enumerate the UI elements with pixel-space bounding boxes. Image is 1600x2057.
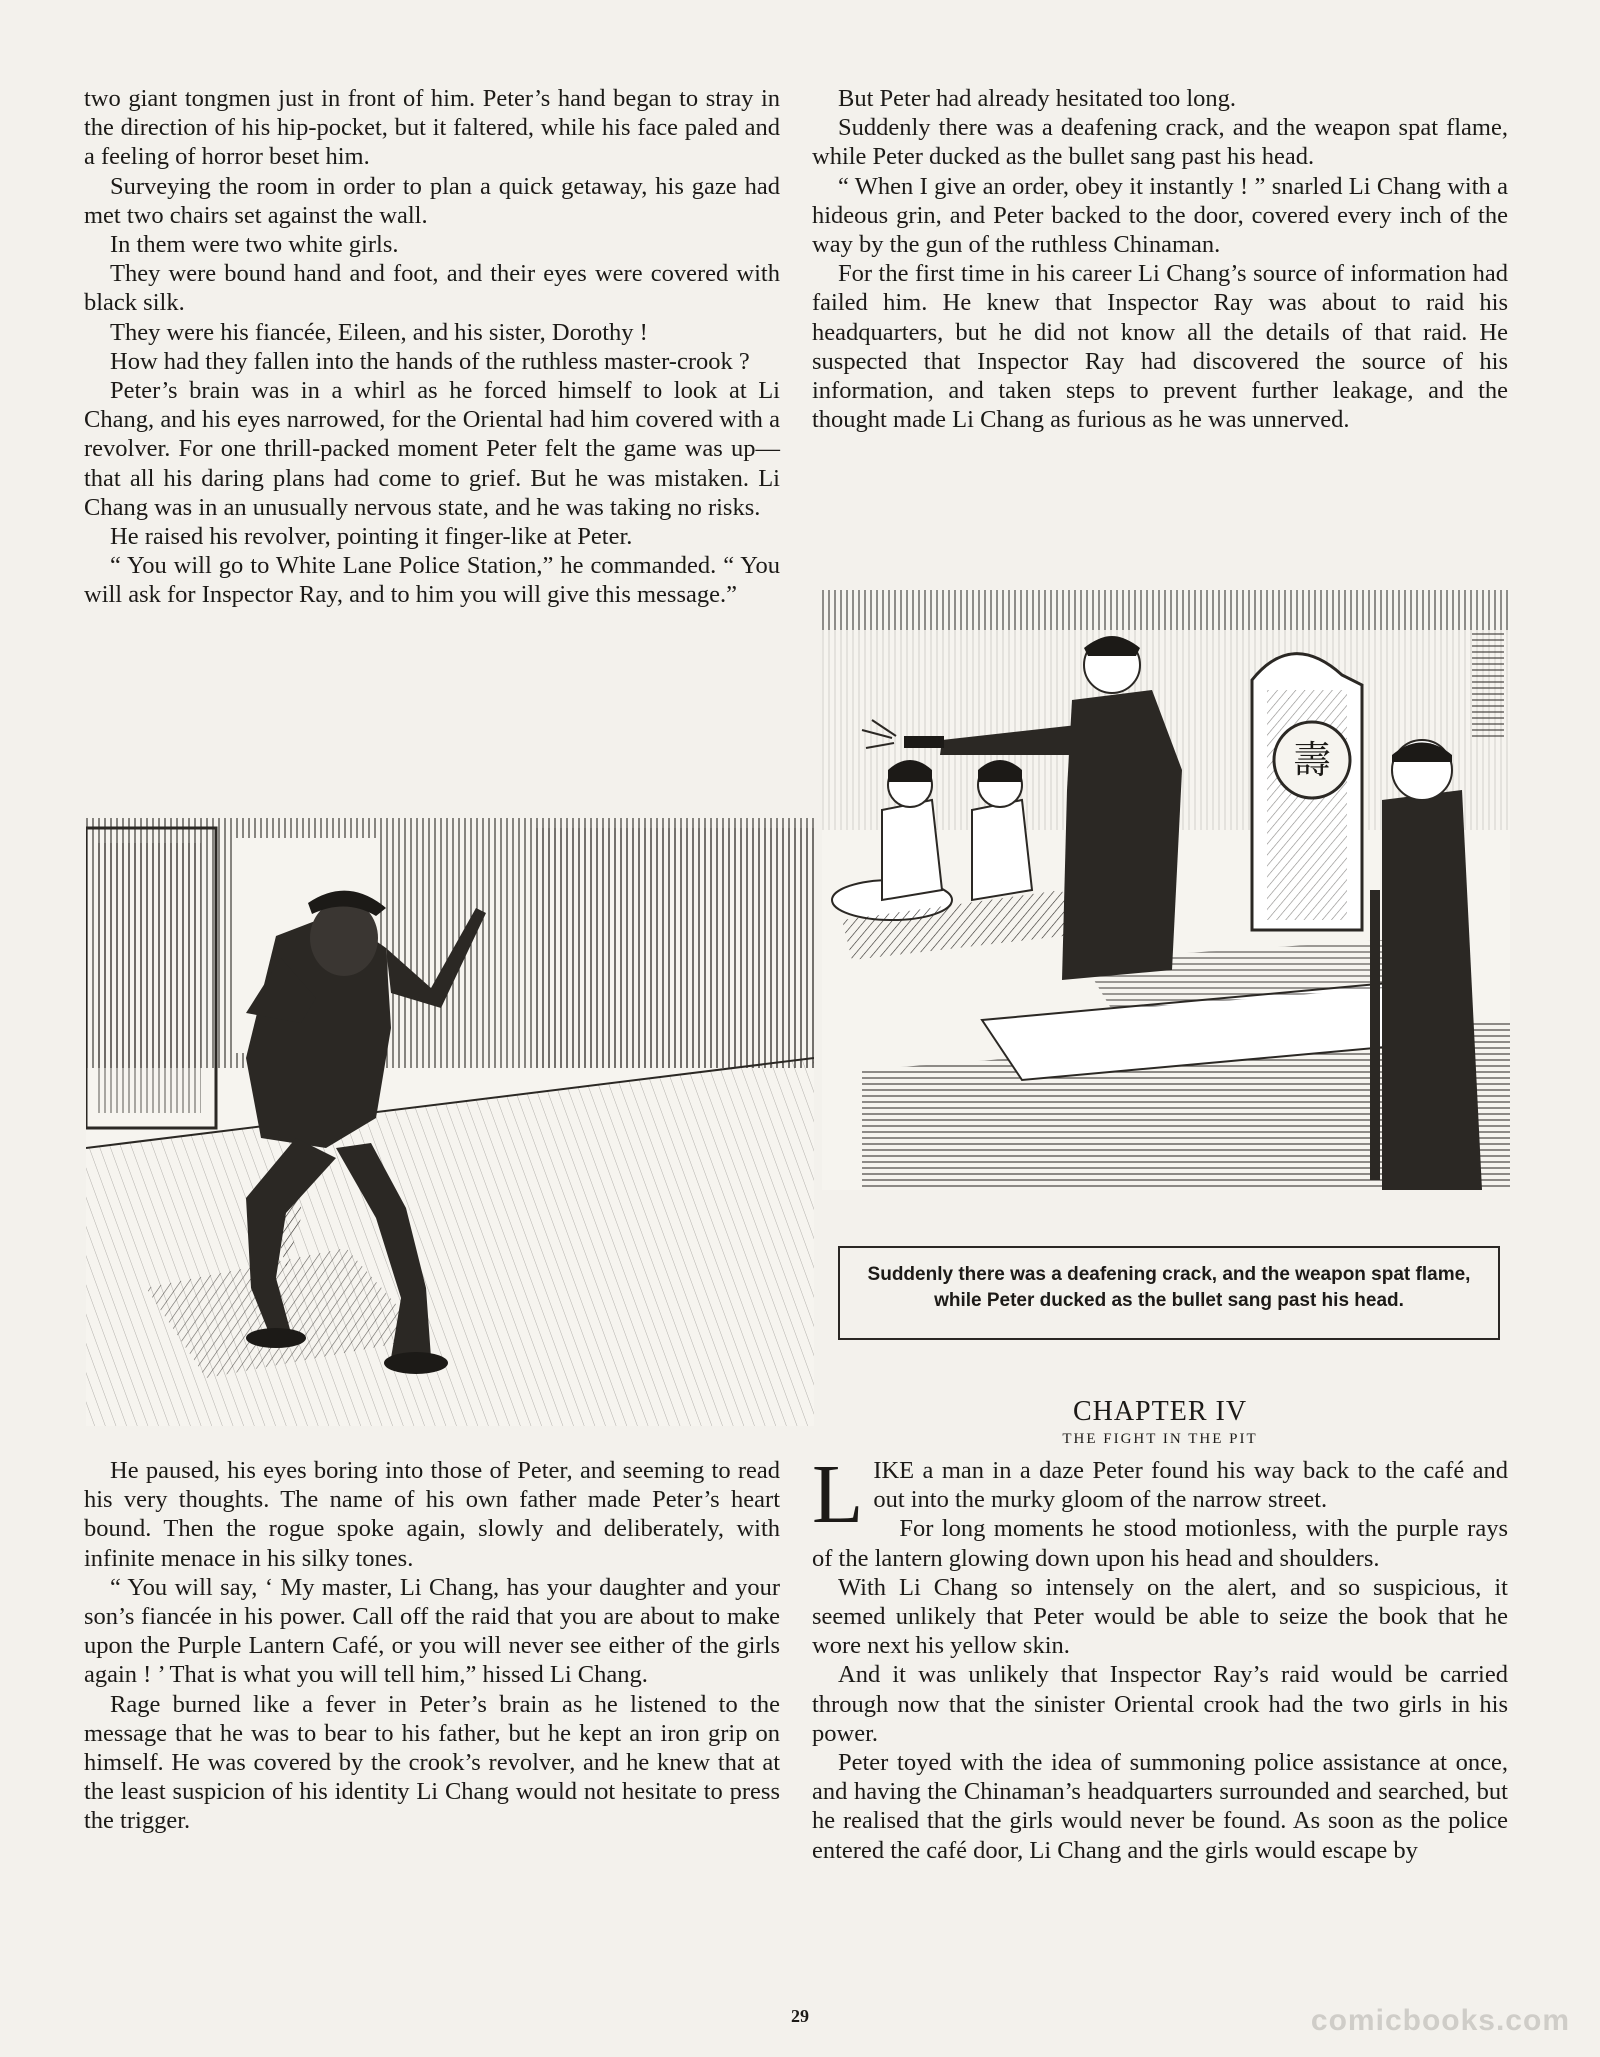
paragraph: two giant tongmen just in front of him. Peter’s hand began to stray in the direction of his hip-pocket, but it faltered, while his face paled and a feeling of horror beset him. [84,85,780,171]
paragraph: But Peter had already hesitated too long. [838,85,1237,112]
paragraph: Peter’s brain was in a whirl as he forced himself to look at Li Chang, and his eyes narrowed, for the Oriental had him covered with a revolver. For one thrill-packed moment Peter felt the game was up—that all his daring plans had come to grief. But he was mistaken. Li Chang was in an unusually nervous state, and he was taking no risks. [84,377,780,521]
paragraph: They were bound hand and foot, and their eyes were covered with black silk. [84,260,780,317]
paragraph: “ When I give an order, obey it instantly ! ” snarled Li Chang with a hideous grin, and Peter backed to the door, covered every inch of the way by the gun of the ruthless Chinaman. [812,172,1508,259]
chapter-heading [812,1395,1508,1449]
opening-smallcaps: IKE [873,1457,915,1484]
paragraph: They were his fiancée, Eileen, and his sister, Dorothy ! [110,318,648,346]
right-column-bottom [812,1448,1508,1865]
chapter-subtitle: THE FIGHT IN THE PIT [1062,1431,1258,1447]
paragraph: In them were two white girls. [110,231,399,259]
paragraph: “ You will say, ‘ My master, Li Chang, has your daughter and your son’s fiancée in his power. Call off the raid that you are about to make upon the Purple Lantern Café, or you will never see either of the girls again ! ’ That is what you will tell him,” hissed Li Chang. [84,1573,780,1689]
illustration-li-chang-svg [822,590,1510,1190]
opening-text: a man in a daze Peter found his way back to the café and out into the murky gloom of the narrow street. [873,1457,1508,1514]
svg-text:壽: 壽 [1292,738,1332,782]
paragraph: Suddenly there was a deafening crack, and the weapon spat flame, while Peter ducked as the bullet sang past his head. [812,114,1508,171]
left-column-bottom [84,1456,780,1836]
illustration-peter-svg [86,818,814,1426]
left-column-top [84,84,780,610]
paragraph: For long moments he stood motionless, with the purple rays of the lantern glowing down upon his head and shoulders. [812,1515,1508,1572]
paragraph: Rage burned like a fever in Peter’s brain as he listened to the message that he was to bear to his father, but he kept an iron grip on himself. He was covered by the crook’s revolver, and he knew that at the least suspicion of his identity Li Chang would not hesitate to press the trigger. [84,1690,780,1835]
paragraph: With Li Chang so intensely on the alert, and so suspicious, it seemed unlikely that Peter would be able to seize the book that he wore next his yellow skin. [812,1573,1508,1660]
paragraph: Peter toyed with the idea of summoning police assistance at once, and having the Chinaman’s headquarters surrounded and searched, but he realised that the girls would never be found. As soon as the police entered the café door, Li Chang and the girls would escape by [812,1749,1508,1864]
site-watermark: comicbooks.com [1310,2004,1570,2037]
paragraph: He paused, his eyes boring into those of Peter, and seeming to read his very thoughts. The name of his own father made Peter’s heart bound. Then the rogue spoke again, slowly and deliberately, with infinite menace in his silky tones. [84,1457,780,1572]
illustration-caption: Suddenly there was a deafening crack, and the weapon spat flame, while Peter ducked as the bullet sang past his head. [838,1246,1500,1340]
illustration-li-chang-firing [822,590,1510,1190]
drop-cap: L [812,1448,864,1541]
paragraph: “ You will go to White Lane Police Station,” he commanded. “ You will ask for Inspector Ray, and to him you will give this message.” [84,552,780,609]
illustration-peter-crouching [86,818,814,1426]
right-column-top [812,84,1508,434]
chapter-opening-paragraph [812,1448,1508,1541]
paragraph: For the first time in his career Li Chang’s source of information had failed him. He knew that Inspector Ray was about to raid his headquarters, but he did not know all the details of that raid. He suspected that Inspector Ray had discovered the source of his information, and taken steps to prevent further leakage, and the thought made Li Chang as furious as he was unnerved. [812,260,1508,434]
page-number: 29 [791,2006,809,2026]
paragraph: How had they fallen into the hands of the ruthless master-crook ? [110,347,750,375]
paragraph: He raised his revolver, pointing it finger-like at Peter. [110,523,633,551]
paragraph: Surveying the room in order to plan a quick getaway, his gaze had met two chairs set against the wall. [84,172,780,229]
paragraph: And it was unlikely that Inspector Ray’s raid would be carried through now that the sinister Oriental crook had the two girls in his power. [812,1661,1508,1747]
chapter-title: CHAPTER IV [1072,1396,1248,1427]
